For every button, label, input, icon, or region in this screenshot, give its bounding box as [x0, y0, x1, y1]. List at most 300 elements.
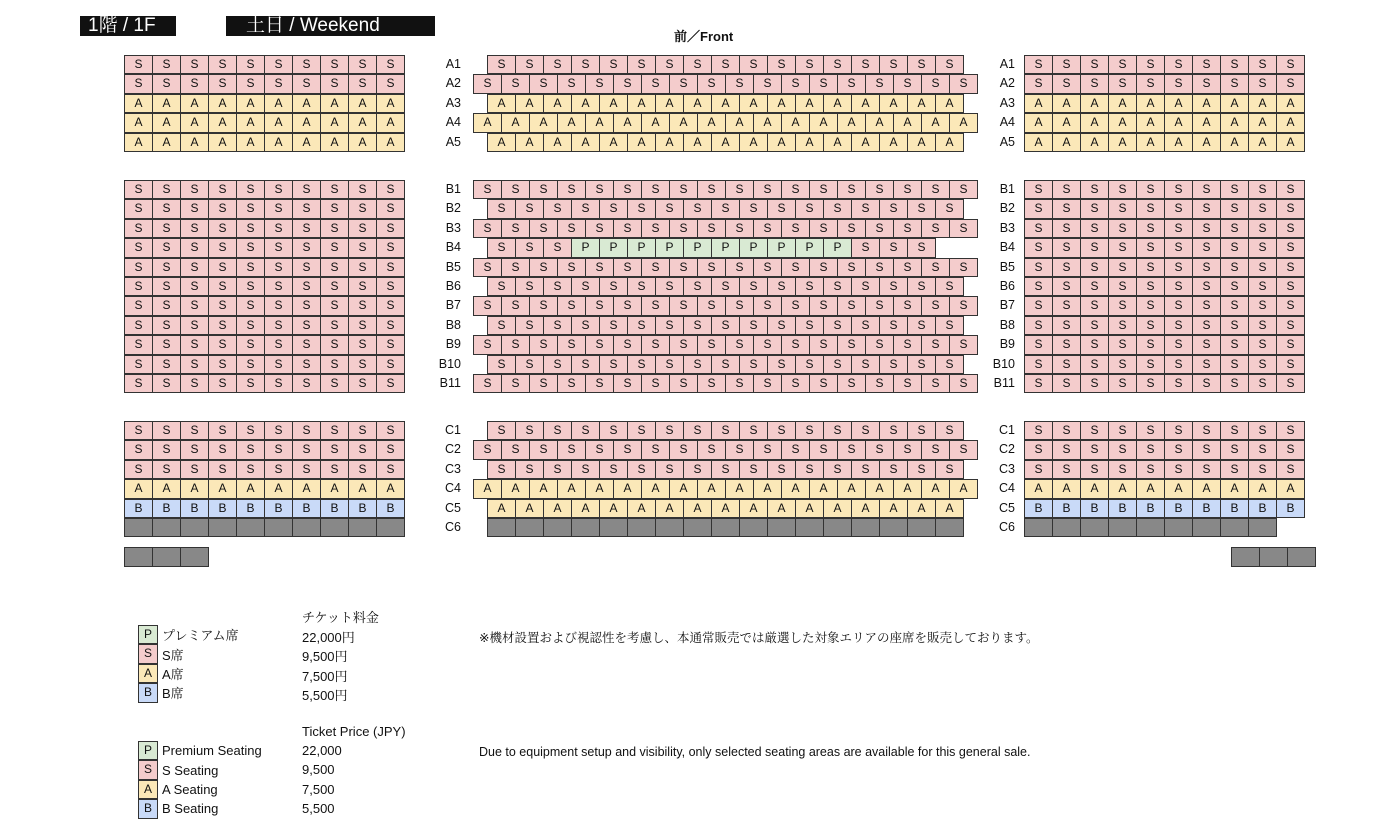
- seat[interactable]: S: [1164, 421, 1193, 440]
- seat[interactable]: S: [1108, 180, 1137, 199]
- seat[interactable]: S: [1108, 374, 1137, 393]
- seat[interactable]: S: [1024, 374, 1053, 393]
- seat[interactable]: S: [1080, 316, 1109, 335]
- seat[interactable]: S: [599, 199, 628, 218]
- seat[interactable]: S: [683, 316, 712, 335]
- seat[interactable]: S: [473, 335, 502, 354]
- seat[interactable]: S: [208, 258, 237, 277]
- seat[interactable]: S: [208, 74, 237, 93]
- seat[interactable]: A: [641, 479, 670, 498]
- seat[interactable]: S: [152, 374, 181, 393]
- seat[interactable]: A: [641, 113, 670, 132]
- seat[interactable]: S: [1136, 335, 1165, 354]
- seat[interactable]: B: [320, 499, 349, 518]
- seat[interactable]: S: [1108, 421, 1137, 440]
- seat[interactable]: S: [739, 421, 768, 440]
- seat[interactable]: S: [851, 55, 880, 74]
- seat[interactable]: S: [571, 199, 600, 218]
- seat[interactable]: S: [1136, 374, 1165, 393]
- seat[interactable]: S: [767, 199, 796, 218]
- seat[interactable]: S: [1192, 355, 1221, 374]
- seat[interactable]: A: [711, 94, 740, 113]
- seat[interactable]: S: [585, 180, 614, 199]
- seat[interactable]: A: [292, 113, 321, 132]
- seat[interactable]: S: [124, 355, 153, 374]
- seat[interactable]: S: [236, 374, 265, 393]
- seat[interactable]: S: [753, 258, 782, 277]
- seat[interactable]: A: [823, 94, 852, 113]
- seat[interactable]: A: [851, 133, 880, 152]
- seat[interactable]: S: [1276, 258, 1305, 277]
- seat[interactable]: S: [501, 180, 530, 199]
- seat[interactable]: S: [795, 355, 824, 374]
- seat[interactable]: S: [320, 316, 349, 335]
- seat[interactable]: A: [1276, 133, 1305, 152]
- seat[interactable]: S: [236, 219, 265, 238]
- seat[interactable]: A: [879, 133, 908, 152]
- seat[interactable]: S: [1276, 296, 1305, 315]
- seat[interactable]: S: [1192, 180, 1221, 199]
- seat[interactable]: S: [893, 258, 922, 277]
- seat[interactable]: S: [1276, 219, 1305, 238]
- seat[interactable]: S: [1248, 180, 1277, 199]
- seat[interactable]: A: [823, 499, 852, 518]
- seat[interactable]: S: [124, 55, 153, 74]
- seat[interactable]: S: [543, 238, 572, 257]
- seat[interactable]: S: [1164, 199, 1193, 218]
- seat[interactable]: S: [529, 258, 558, 277]
- seat[interactable]: A: [599, 133, 628, 152]
- seat[interactable]: S: [1080, 296, 1109, 315]
- seat[interactable]: S: [795, 316, 824, 335]
- seat[interactable]: A: [795, 133, 824, 152]
- seat[interactable]: S: [152, 316, 181, 335]
- seat[interactable]: S: [1164, 238, 1193, 257]
- seat[interactable]: S: [1192, 258, 1221, 277]
- seat[interactable]: S: [921, 74, 950, 93]
- seat[interactable]: S: [557, 74, 586, 93]
- seat[interactable]: S: [753, 74, 782, 93]
- seat[interactable]: S: [781, 440, 810, 459]
- seat[interactable]: S: [599, 421, 628, 440]
- seat[interactable]: A: [1080, 94, 1109, 113]
- seat[interactable]: A: [124, 479, 153, 498]
- seat[interactable]: S: [627, 199, 656, 218]
- seat[interactable]: S: [683, 199, 712, 218]
- seat[interactable]: S: [1080, 421, 1109, 440]
- seat[interactable]: S: [1248, 296, 1277, 315]
- seat[interactable]: S: [124, 199, 153, 218]
- seat[interactable]: S: [1220, 355, 1249, 374]
- seat[interactable]: A: [1080, 133, 1109, 152]
- seat[interactable]: S: [348, 440, 377, 459]
- seat[interactable]: S: [320, 238, 349, 257]
- seat[interactable]: S: [907, 460, 936, 479]
- seat[interactable]: S: [837, 440, 866, 459]
- seat[interactable]: S: [152, 440, 181, 459]
- seat[interactable]: S: [1192, 199, 1221, 218]
- seat[interactable]: S: [599, 460, 628, 479]
- seat[interactable]: S: [837, 374, 866, 393]
- seat[interactable]: S: [1192, 296, 1221, 315]
- seat[interactable]: S: [152, 258, 181, 277]
- seat[interactable]: A: [571, 133, 600, 152]
- seat[interactable]: S: [292, 238, 321, 257]
- seat[interactable]: A: [1080, 479, 1109, 498]
- seat[interactable]: S: [264, 374, 293, 393]
- seat[interactable]: S: [1024, 74, 1053, 93]
- seat[interactable]: S: [473, 74, 502, 93]
- seat[interactable]: A: [501, 479, 530, 498]
- seat[interactable]: S: [515, 55, 544, 74]
- seat[interactable]: S: [921, 180, 950, 199]
- seat[interactable]: S: [809, 335, 838, 354]
- seat[interactable]: S: [641, 258, 670, 277]
- seat[interactable]: A: [655, 499, 684, 518]
- seat[interactable]: S: [907, 355, 936, 374]
- seat[interactable]: A: [1220, 94, 1249, 113]
- seat[interactable]: B: [180, 499, 209, 518]
- seat[interactable]: A: [236, 113, 265, 132]
- seat[interactable]: S: [851, 277, 880, 296]
- seat[interactable]: S: [236, 238, 265, 257]
- seat[interactable]: S: [1136, 355, 1165, 374]
- seat[interactable]: S: [1108, 440, 1137, 459]
- seat[interactable]: A: [907, 499, 936, 518]
- seat[interactable]: A: [1248, 113, 1277, 132]
- seat[interactable]: S: [767, 316, 796, 335]
- seat[interactable]: A: [501, 113, 530, 132]
- seat[interactable]: S: [627, 355, 656, 374]
- seat[interactable]: S: [1248, 55, 1277, 74]
- seat[interactable]: S: [264, 55, 293, 74]
- seat[interactable]: S: [348, 238, 377, 257]
- seat[interactable]: S: [1024, 440, 1053, 459]
- seat[interactable]: A: [473, 113, 502, 132]
- seat[interactable]: S: [949, 180, 978, 199]
- seat[interactable]: S: [1164, 316, 1193, 335]
- seat[interactable]: S: [1052, 374, 1081, 393]
- seat[interactable]: A: [208, 479, 237, 498]
- seat[interactable]: S: [1136, 440, 1165, 459]
- seat[interactable]: S: [376, 258, 405, 277]
- seat[interactable]: S: [376, 74, 405, 93]
- seat[interactable]: A: [320, 113, 349, 132]
- seat[interactable]: S: [1220, 180, 1249, 199]
- seat[interactable]: S: [376, 421, 405, 440]
- seat[interactable]: S: [292, 421, 321, 440]
- seat[interactable]: S: [292, 335, 321, 354]
- seat[interactable]: B: [1192, 499, 1221, 518]
- seat[interactable]: S: [697, 180, 726, 199]
- seat[interactable]: S: [124, 421, 153, 440]
- seat[interactable]: S: [180, 374, 209, 393]
- seat[interactable]: S: [725, 296, 754, 315]
- seat[interactable]: A: [781, 479, 810, 498]
- seat[interactable]: A: [893, 479, 922, 498]
- seat[interactable]: S: [320, 74, 349, 93]
- seat[interactable]: A: [543, 499, 572, 518]
- seat[interactable]: S: [1108, 258, 1137, 277]
- seat[interactable]: P: [767, 238, 796, 257]
- seat[interactable]: B: [152, 499, 181, 518]
- seat[interactable]: S: [515, 355, 544, 374]
- seat[interactable]: S: [320, 335, 349, 354]
- seat[interactable]: S: [1220, 296, 1249, 315]
- seat[interactable]: S: [1052, 55, 1081, 74]
- seat[interactable]: S: [571, 421, 600, 440]
- seat[interactable]: S: [823, 55, 852, 74]
- seat[interactable]: S: [1276, 238, 1305, 257]
- seat[interactable]: A: [515, 499, 544, 518]
- seat[interactable]: S: [795, 199, 824, 218]
- seat[interactable]: S: [613, 440, 642, 459]
- seat[interactable]: S: [1024, 238, 1053, 257]
- seat[interactable]: S: [320, 460, 349, 479]
- seat[interactable]: S: [907, 199, 936, 218]
- seat[interactable]: S: [376, 335, 405, 354]
- seat[interactable]: S: [879, 55, 908, 74]
- seat[interactable]: A: [627, 133, 656, 152]
- seat[interactable]: S: [487, 277, 516, 296]
- seat[interactable]: S: [697, 335, 726, 354]
- seat[interactable]: S: [152, 199, 181, 218]
- seat[interactable]: S: [264, 199, 293, 218]
- seat[interactable]: S: [529, 440, 558, 459]
- seat[interactable]: S: [571, 277, 600, 296]
- seat[interactable]: S: [1108, 296, 1137, 315]
- seat[interactable]: S: [823, 355, 852, 374]
- seat[interactable]: S: [1080, 74, 1109, 93]
- seat[interactable]: S: [376, 55, 405, 74]
- seat[interactable]: S: [529, 296, 558, 315]
- seat[interactable]: S: [781, 296, 810, 315]
- seat[interactable]: S: [152, 421, 181, 440]
- seat[interactable]: S: [1192, 219, 1221, 238]
- seat[interactable]: S: [1248, 219, 1277, 238]
- seat[interactable]: S: [1024, 180, 1053, 199]
- seat[interactable]: S: [1024, 258, 1053, 277]
- seat[interactable]: S: [781, 219, 810, 238]
- seat[interactable]: S: [208, 55, 237, 74]
- seat[interactable]: S: [376, 460, 405, 479]
- seat[interactable]: S: [1220, 277, 1249, 296]
- seat[interactable]: S: [935, 421, 964, 440]
- seat[interactable]: S: [655, 460, 684, 479]
- seat[interactable]: S: [921, 335, 950, 354]
- seat[interactable]: S: [1192, 55, 1221, 74]
- seat[interactable]: S: [124, 277, 153, 296]
- seat[interactable]: S: [1024, 199, 1053, 218]
- seat[interactable]: S: [1164, 219, 1193, 238]
- seat[interactable]: S: [1052, 258, 1081, 277]
- seat[interactable]: S: [1052, 440, 1081, 459]
- seat[interactable]: S: [208, 277, 237, 296]
- seat[interactable]: S: [557, 180, 586, 199]
- seat[interactable]: S: [1024, 355, 1053, 374]
- seat[interactable]: S: [1080, 219, 1109, 238]
- seat[interactable]: S: [208, 219, 237, 238]
- seat[interactable]: S: [557, 374, 586, 393]
- seat[interactable]: S: [236, 440, 265, 459]
- seat[interactable]: A: [1052, 113, 1081, 132]
- seat[interactable]: S: [571, 55, 600, 74]
- seat[interactable]: S: [1136, 238, 1165, 257]
- seat[interactable]: A: [571, 94, 600, 113]
- seat[interactable]: S: [1248, 374, 1277, 393]
- seat[interactable]: A: [376, 133, 405, 152]
- seat[interactable]: S: [1248, 335, 1277, 354]
- seat[interactable]: S: [1108, 335, 1137, 354]
- seat[interactable]: S: [795, 55, 824, 74]
- seat[interactable]: S: [865, 74, 894, 93]
- seat[interactable]: S: [613, 335, 642, 354]
- seat[interactable]: S: [949, 374, 978, 393]
- seat[interactable]: S: [809, 296, 838, 315]
- seat[interactable]: A: [264, 113, 293, 132]
- seat[interactable]: S: [865, 440, 894, 459]
- seat[interactable]: S: [180, 238, 209, 257]
- seat[interactable]: S: [264, 258, 293, 277]
- seat[interactable]: S: [376, 238, 405, 257]
- seat[interactable]: S: [893, 219, 922, 238]
- seat[interactable]: S: [921, 219, 950, 238]
- seat[interactable]: S: [725, 219, 754, 238]
- seat[interactable]: S: [669, 74, 698, 93]
- seat[interactable]: A: [767, 94, 796, 113]
- seat[interactable]: S: [613, 296, 642, 315]
- seat[interactable]: S: [781, 180, 810, 199]
- seat[interactable]: S: [683, 277, 712, 296]
- seat[interactable]: S: [1220, 238, 1249, 257]
- seat[interactable]: S: [1136, 55, 1165, 74]
- seat[interactable]: A: [1276, 479, 1305, 498]
- seat[interactable]: S: [1024, 421, 1053, 440]
- seat[interactable]: S: [599, 277, 628, 296]
- seat[interactable]: A: [949, 113, 978, 132]
- seat[interactable]: S: [725, 180, 754, 199]
- seat[interactable]: S: [1164, 55, 1193, 74]
- seat[interactable]: A: [208, 94, 237, 113]
- seat[interactable]: A: [739, 133, 768, 152]
- seat[interactable]: A: [236, 133, 265, 152]
- seat[interactable]: S: [376, 374, 405, 393]
- seat[interactable]: S: [236, 199, 265, 218]
- seat[interactable]: A: [557, 113, 586, 132]
- seat[interactable]: S: [264, 460, 293, 479]
- seat[interactable]: S: [767, 55, 796, 74]
- seat[interactable]: S: [767, 355, 796, 374]
- seat[interactable]: S: [935, 199, 964, 218]
- seat[interactable]: A: [711, 133, 740, 152]
- seat[interactable]: S: [376, 355, 405, 374]
- seat[interactable]: S: [1220, 55, 1249, 74]
- seat[interactable]: A: [124, 94, 153, 113]
- seat[interactable]: A: [683, 499, 712, 518]
- seat[interactable]: S: [487, 238, 516, 257]
- seat[interactable]: S: [823, 199, 852, 218]
- seat[interactable]: A: [487, 94, 516, 113]
- seat[interactable]: S: [1136, 421, 1165, 440]
- seat[interactable]: A: [725, 113, 754, 132]
- seat[interactable]: S: [515, 460, 544, 479]
- seat[interactable]: S: [1248, 440, 1277, 459]
- seat[interactable]: S: [809, 219, 838, 238]
- seat[interactable]: S: [557, 440, 586, 459]
- seat[interactable]: S: [1192, 74, 1221, 93]
- seat[interactable]: A: [1136, 113, 1165, 132]
- seat[interactable]: S: [557, 296, 586, 315]
- seat[interactable]: S: [1052, 219, 1081, 238]
- seat[interactable]: A: [180, 113, 209, 132]
- seat[interactable]: S: [473, 296, 502, 315]
- seat[interactable]: S: [683, 421, 712, 440]
- seat[interactable]: A: [655, 94, 684, 113]
- seat[interactable]: S: [348, 460, 377, 479]
- seat[interactable]: S: [292, 277, 321, 296]
- seat[interactable]: A: [292, 133, 321, 152]
- seat[interactable]: S: [1220, 460, 1249, 479]
- seat[interactable]: S: [348, 258, 377, 277]
- seat[interactable]: A: [236, 94, 265, 113]
- seat[interactable]: S: [320, 355, 349, 374]
- seat[interactable]: S: [376, 296, 405, 315]
- seat[interactable]: A: [1024, 113, 1053, 132]
- seat[interactable]: S: [627, 421, 656, 440]
- seat[interactable]: S: [264, 421, 293, 440]
- seat[interactable]: S: [837, 335, 866, 354]
- seat[interactable]: S: [879, 199, 908, 218]
- seat[interactable]: A: [320, 94, 349, 113]
- seat[interactable]: A: [208, 133, 237, 152]
- seat[interactable]: S: [809, 440, 838, 459]
- seat[interactable]: S: [529, 219, 558, 238]
- seat[interactable]: S: [1220, 440, 1249, 459]
- seat[interactable]: P: [599, 238, 628, 257]
- seat[interactable]: S: [1276, 355, 1305, 374]
- seat[interactable]: A: [1164, 113, 1193, 132]
- seat[interactable]: S: [627, 460, 656, 479]
- seat[interactable]: S: [236, 180, 265, 199]
- seat[interactable]: S: [376, 440, 405, 459]
- seat[interactable]: S: [711, 316, 740, 335]
- seat[interactable]: S: [1276, 277, 1305, 296]
- seat[interactable]: S: [585, 219, 614, 238]
- seat[interactable]: S: [376, 316, 405, 335]
- seat[interactable]: S: [208, 199, 237, 218]
- seat[interactable]: S: [585, 335, 614, 354]
- seat[interactable]: S: [320, 199, 349, 218]
- seat[interactable]: S: [1220, 199, 1249, 218]
- seat[interactable]: S: [837, 219, 866, 238]
- seat[interactable]: S: [1164, 258, 1193, 277]
- seat[interactable]: S: [1248, 316, 1277, 335]
- seat[interactable]: S: [1080, 355, 1109, 374]
- seat[interactable]: S: [264, 355, 293, 374]
- seat[interactable]: A: [180, 479, 209, 498]
- seat[interactable]: A: [613, 479, 642, 498]
- seat[interactable]: B: [208, 499, 237, 518]
- seat[interactable]: S: [264, 238, 293, 257]
- seat[interactable]: S: [1276, 180, 1305, 199]
- seat[interactable]: B: [1024, 499, 1053, 518]
- seat[interactable]: S: [529, 180, 558, 199]
- seat[interactable]: S: [320, 277, 349, 296]
- seat[interactable]: S: [376, 277, 405, 296]
- seat[interactable]: S: [152, 355, 181, 374]
- seat[interactable]: S: [180, 180, 209, 199]
- seat[interactable]: A: [571, 499, 600, 518]
